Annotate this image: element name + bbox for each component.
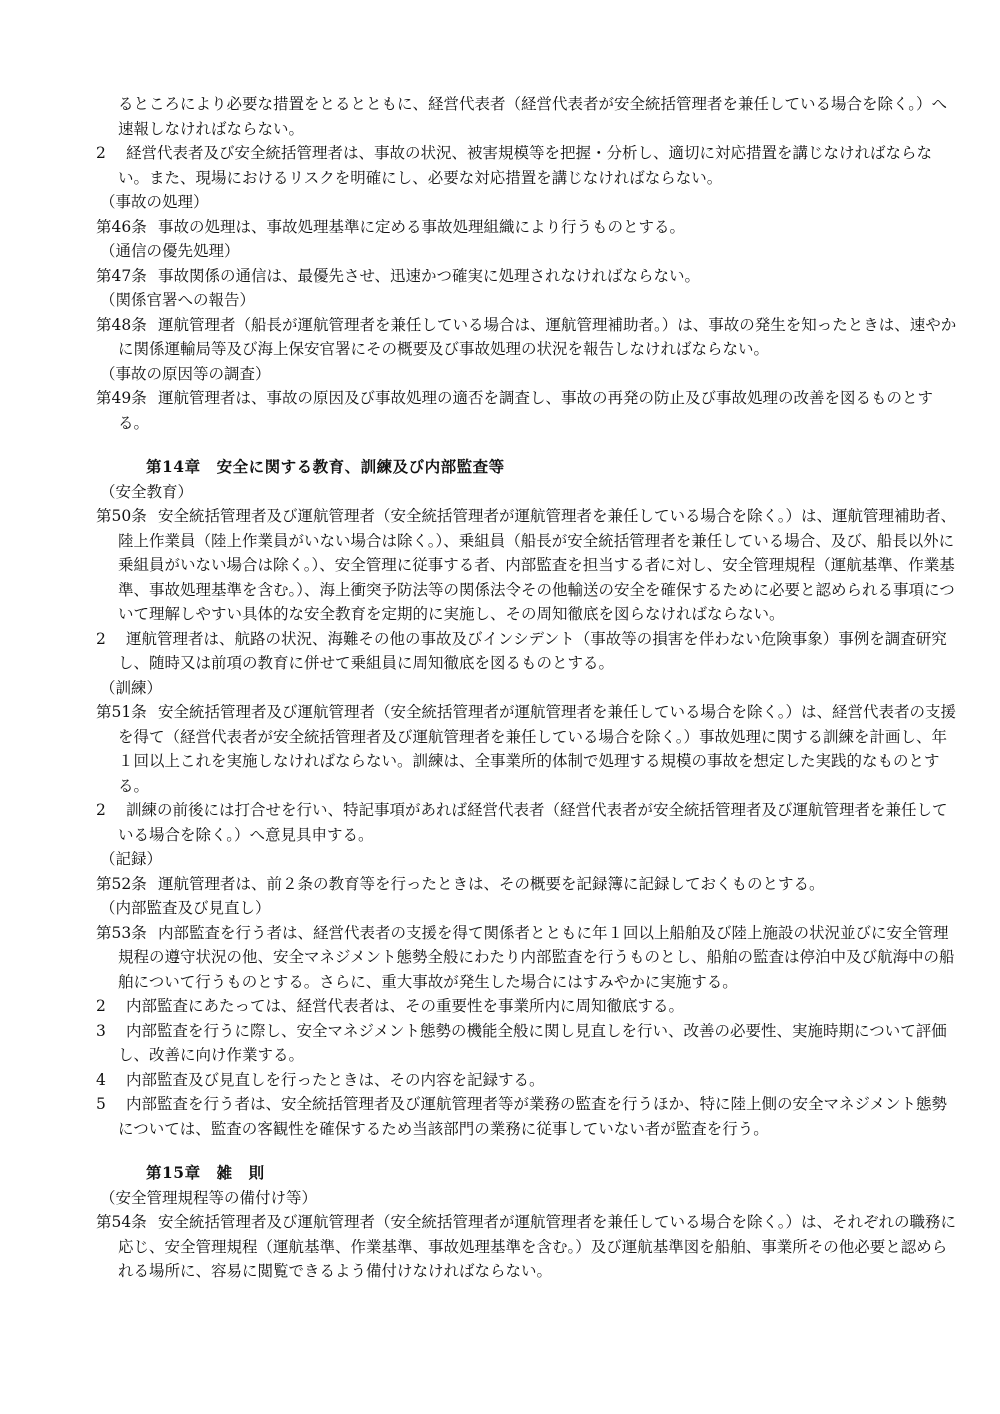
paragraph-text: 内部監査を行うに際し、安全マネジメント態勢の機能全般に関し見直しを行い、改善の必要性、実施時期について評価し、改善に向け作業する。 <box>118 1021 947 1064</box>
chapter-heading: 第15章 雑 則 <box>146 1163 265 1182</box>
sub-item-paragraph <box>96 1019 962 1068</box>
paragraph-text: 運航管理者は、前２条の教育等を行ったときは、その概要を記録簿に記録しておくものとする。 <box>158 874 825 893</box>
article-paragraph <box>96 872 962 897</box>
paragraph-continuation: るところにより必要な措置をとるとともに、経営代表者（経営代表者が安全統括管理者を兼任している場合を除く。）へ速報しなければならない。 <box>118 95 947 138</box>
paragraph-text: 運航管理者は、事故の原因及び事故処理の適否を調査し、事故の再発の防止及び事故処理の改善を図るものとする。 <box>118 389 934 432</box>
article-number: 第49条 <box>96 389 147 407</box>
sub-item-paragraph <box>96 994 962 1019</box>
paragraph-text: 運航管理者（船長が運航管理者を兼任している場合は、運航管理補助者。）は、事故の発生を知ったときは、速やかに関係運輸局等及び海上保安官署にその概要及び事故処理の状況を報告しなければならない。 <box>118 315 957 358</box>
section-caption: （通信の優先処理） <box>100 242 240 260</box>
item-number: 4 <box>96 1070 106 1089</box>
paragraph-text: 訓練の前後には打合せを行い、特記事項があれば経営代表者（経営代表者が安全統括管理者及び運航管理者を兼任している場合を除く。）へ意見具申する。 <box>118 801 948 844</box>
article-paragraph <box>96 921 962 995</box>
paragraph-text: 運航管理者は、航路の状況、海難その他の事故及びインシデント（事故等の損害を伴わない危険事象）事例を調査研究し、随時又は前項の教育に併せて乗組員に周知徹底を図るものとする。 <box>118 629 947 672</box>
item-number: 2 <box>96 801 106 819</box>
article-number: 第52条 <box>96 874 147 893</box>
item-number: 2 <box>96 997 106 1015</box>
paragraph-text: 内部監査を行う者は、安全統括管理者及び運航管理者等が業務の監査を行うほか、特に陸上側の安全マネジメント態勢については、監査の客観性を確保するため当該部門の業務に従事していない者が監査を行う。 <box>118 1095 948 1138</box>
item-number: 3 <box>96 1021 106 1040</box>
paragraph-text: 内部監査にあたっては、経営代表者は、その重要性を事業所内に周知徹底する。 <box>126 997 685 1015</box>
article-paragraph <box>96 264 962 289</box>
paragraph-text: 経営代表者及び安全統括管理者は、事故の状況、被害規模等を把握・分析し、適切に対応措置を講じなければならない。また、現場におけるリスクを明確にし、必要な対応措置を講じなければならない。 <box>118 144 933 187</box>
article-number: 第46条 <box>96 217 147 236</box>
section-caption: （記録） <box>100 850 163 868</box>
paragraph-text: 安全統括管理者及び運航管理者（安全統括管理者が運航管理者を兼任している場合を除く。）は、それぞれの職務に応じ、安全管理規程（運航基準、作業基準、事故処理基準を含む。）及び運航基準図を船舶、事業所その他必要と認められる場所に、容易に閲覧できるよう備付けなければならない。 <box>118 1213 956 1280</box>
section-caption: （関係官署への報告） <box>100 291 256 309</box>
article-paragraph <box>96 313 962 362</box>
sub-item-paragraph <box>96 798 962 847</box>
section-caption: （安全教育） <box>100 482 194 501</box>
sub-item-paragraph <box>96 1068 962 1093</box>
section-caption: （訓練） <box>100 678 163 697</box>
article-number: 第50条 <box>96 507 147 525</box>
section-caption: （事故の処理） <box>100 193 209 211</box>
sub-item-paragraph <box>96 627 962 676</box>
article-paragraph <box>96 386 962 435</box>
sub-item-paragraph <box>96 1092 962 1141</box>
article-number: 第48条 <box>96 315 147 334</box>
section-caption: （事故の原因等の調査） <box>100 364 271 383</box>
item-number: 2 <box>96 629 106 648</box>
chapter-heading: 第14章 安全に関する教育、訓練及び内部監査等 <box>146 457 505 476</box>
article-paragraph <box>96 504 962 627</box>
paragraph-text: 安全統括管理者及び運航管理者（安全統括管理者が運航管理者を兼任している場合を除く。）は、経営代表者の支援を得て（経営代表者が安全統括管理者及び運航管理者を兼任している場合を除く。）事故処理に関する訓練を計画し、年１回以上これを実施しなければならない。訓練は、全事業所的体制で処理する規模の事故を想定した実践的なものとする。 <box>118 703 956 795</box>
item-number: 2 <box>96 144 106 162</box>
article-number: 第47条 <box>96 266 147 285</box>
document-body <box>96 92 962 1284</box>
paragraph-text: 事故関係の通信は、最優先させ、迅速かつ確実に処理されなければならない。 <box>158 266 701 285</box>
section-caption: （内部監査及び見直し） <box>100 899 271 917</box>
article-paragraph <box>96 215 962 240</box>
paragraph-text: 内部監査及び見直しを行ったときは、その内容を記録する。 <box>126 1070 545 1089</box>
section-caption: （安全管理規程等の備付け等） <box>100 1188 318 1207</box>
paragraph-text: 内部監査を行う者は、経営代表者の支援を得て関係者とともに年１回以上船舶及び陸上施設の状況並びに安全管理規程の遵守状況の他、安全マネジメント態勢全般にわたり内部監査を行うものとし、船舶の監査は停泊中及び航海中の船舶について行うものとする。さらに、重大事故が発生した場合にはすみやかに実施する。 <box>118 923 955 991</box>
article-number: 第54条 <box>96 1213 147 1231</box>
sub-item-paragraph <box>96 141 962 190</box>
item-number: 5 <box>96 1095 106 1113</box>
article-number: 第53条 <box>96 923 147 942</box>
article-paragraph <box>96 1210 962 1284</box>
article-paragraph <box>96 700 962 798</box>
paragraph-text: 事故の処理は、事故処理基準に定める事故処理組織により行うものとする。 <box>158 217 686 236</box>
article-number: 第51条 <box>96 703 147 721</box>
paragraph-text: 安全統括管理者及び運航管理者（安全統括管理者が運航管理者を兼任している場合を除く。）は、運航管理補助者、陸上作業員（陸上作業員がいない場合は除く。）、乗組員（船長が安全統括管理者を兼任している場合、及び、船長以外に乗組員がいない場合は除く。）、安全管理に従事する者、内部監査を担当する者に対し、安全管理規程（運航基準、作業基準、事故処理基準を含む。）、海上衝突予防法等の関係法令その他輸送の安全を確保するために必要と認められる事項について理解しやすい具体的な安全教育を定期的に実施し、その周知徹底を図らなければならない。 <box>118 507 956 623</box>
